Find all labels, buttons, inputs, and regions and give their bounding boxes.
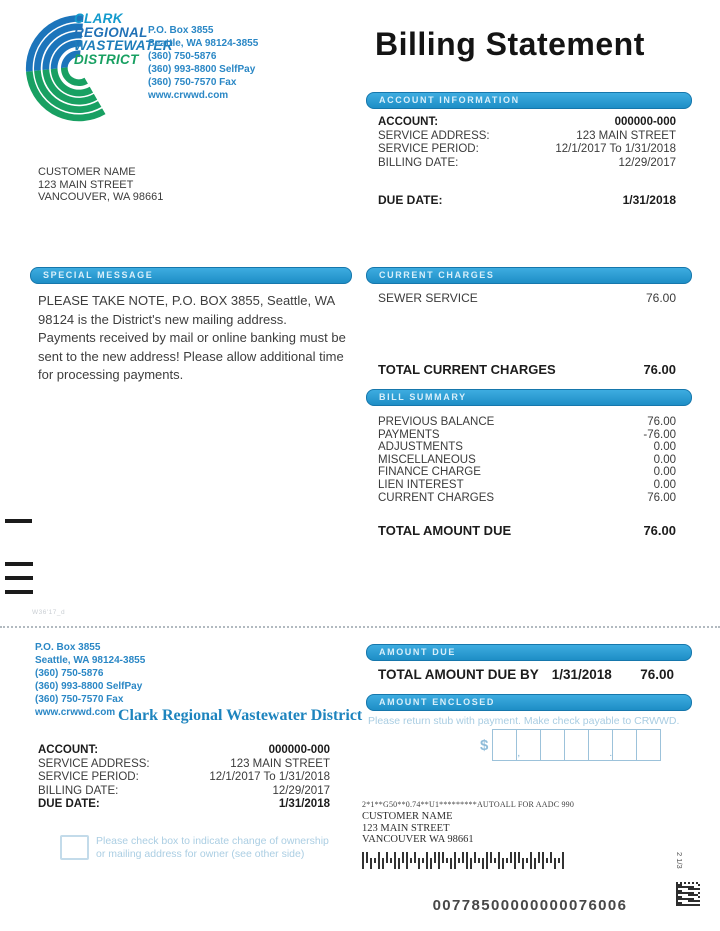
row-label: DUE DATE: [38, 798, 100, 810]
district-address-line: (360) 750-7570 Fax [148, 77, 237, 88]
customer-city: VANCOUVER, WA 98661 [38, 191, 164, 203]
amount-due-label: TOTAL AMOUNT DUE BY [378, 667, 539, 682]
amount-digit-cell[interactable] [517, 729, 541, 761]
bill-summary-header: BILL SUMMARY [366, 389, 692, 406]
row-label: ACCOUNT: [38, 744, 99, 756]
district-full-name: Clark Regional Wastewater District [118, 707, 363, 724]
amount-due-value: 76.00 [640, 667, 674, 682]
page-title: Billing Statement [375, 26, 645, 62]
row-label: PREVIOUS BALANCE [378, 416, 495, 428]
due-date-label: DUE DATE: [378, 193, 443, 207]
row-label: SERVICE PERIOD: [378, 143, 479, 155]
stub-service-period-row [38, 771, 330, 785]
checkbox-instruction-line: Please check box to indicate change of ownership [96, 835, 329, 847]
special-message-body: PLEASE TAKE NOTE, P.O. BOX 3855, Seattle, WA 98124 is the District's new mailing address. Payments received by mail or online banking must be sent to the new address! Please allow additional time for processing payments. [38, 293, 346, 383]
due-date-row [378, 193, 676, 207]
total-amount-due-row [378, 523, 676, 538]
amount-digit-cell[interactable] [637, 729, 661, 761]
row-label: LIEN INTEREST [378, 478, 464, 491]
row-value: 12/1/2017 To 1/31/2018 [209, 771, 330, 783]
account-information-header: ACCOUNT INFORMATION [366, 92, 692, 109]
thousands-comma: , [517, 748, 521, 759]
page-marker: 2 1/3 [675, 852, 684, 869]
stub-account-row [38, 744, 330, 758]
amount-digit-cell[interactable] [565, 729, 589, 761]
district-address-line: Seattle, WA 98124-3855 [148, 38, 259, 49]
row-label: ADJUSTMENTS [378, 441, 463, 454]
change-of-address-checkbox[interactable] [60, 835, 89, 860]
due-date-value: 1/31/2018 [622, 193, 676, 207]
row-value: 0.00 [653, 466, 676, 479]
district-address-line: P.O. Box 3855 [148, 25, 214, 36]
bill-summary-rows [378, 416, 676, 504]
registration-mark [5, 590, 33, 594]
row-value: 0.00 [653, 453, 676, 466]
stub-account-rows [38, 744, 330, 812]
row-value: 76.00 [647, 491, 676, 504]
current-charges-row [378, 492, 676, 505]
wordmark-line: REGIONAL [74, 24, 148, 40]
dollar-sign: $ [480, 736, 489, 754]
row-value: 123 MAIN STREET [576, 129, 676, 142]
district-address-line: (360) 750-5876 [148, 51, 217, 62]
previous-balance-row [378, 416, 676, 429]
amount-enclosed-header: AMOUNT ENCLOSED [366, 694, 692, 711]
stub-due-date-row [38, 798, 330, 812]
district-website: www.crwwd.com [148, 90, 229, 101]
return-stub-instruction: Please return stub with payment. Make check payable to CRWWD. [368, 715, 680, 727]
special-message-header: SPECIAL MESSAGE [30, 267, 352, 284]
account-information-rows [378, 116, 676, 170]
row-value: 0.00 [653, 478, 676, 491]
form-code: W36'17_d [32, 609, 66, 616]
amount-enclosed-entry [480, 729, 661, 761]
stub-address-line: (360) 993-8800 SelfPay [35, 681, 143, 692]
data-matrix-barcode [676, 882, 700, 906]
stub-address-line: (360) 750-7570 Fax [35, 694, 124, 705]
row-value: 12/29/2017 [272, 784, 330, 797]
adjustments-row [378, 441, 676, 454]
customer-name: CUSTOMER NAME [38, 166, 136, 178]
total-due-value: 76.00 [643, 523, 676, 538]
presort-code-line: 2*1**G50**0.74**U1*********AUTOALL FOR AADC 990 [362, 800, 575, 809]
mailing-street: 123 MAIN STREET [362, 822, 450, 834]
amount-digit-cell[interactable] [613, 729, 637, 761]
stub-website: www.crwwd.com [35, 707, 116, 718]
charge-label: SEWER SERVICE [378, 291, 478, 305]
intelligent-mail-barcode [362, 852, 570, 870]
total-current-charges-row [378, 362, 676, 377]
total-amount-due-by-row [378, 667, 674, 682]
row-label: BILLING DATE: [378, 156, 459, 169]
checkbox-instructions [96, 835, 329, 861]
row-value: 123 MAIN STREET [230, 757, 330, 770]
total-charges-value: 76.00 [643, 362, 676, 377]
registration-mark [5, 519, 32, 523]
mailing-city: VANCOUVER WA 98661 [362, 834, 474, 845]
amount-due-date: 1/31/2018 [551, 667, 612, 682]
row-label: SERVICE ADDRESS: [378, 129, 490, 142]
amount-digit-cell[interactable] [541, 729, 565, 761]
service-address-row [378, 130, 676, 144]
registration-mark [5, 562, 33, 566]
row-value: 12/29/2017 [618, 156, 676, 169]
service-period-row [378, 143, 676, 157]
payments-row [378, 429, 676, 442]
row-label: MISCELLANEOUS [378, 453, 476, 466]
amount-digit-cell[interactable] [492, 729, 517, 761]
decimal-point: . [609, 748, 613, 759]
row-value: -76.00 [643, 428, 676, 441]
stub-service-address-row [38, 758, 330, 772]
amount-due-header: AMOUNT DUE [366, 644, 692, 661]
row-value: 1/31/2018 [278, 798, 330, 810]
checkbox-instruction-line: or mailing address for owner (see other side) [96, 848, 305, 860]
total-charges-label: TOTAL CURRENT CHARGES [378, 362, 556, 377]
account-number: 000000-000 [614, 116, 676, 128]
mailing-name: CUSTOMER NAME [362, 811, 453, 822]
row-label: SERVICE ADDRESS: [38, 757, 150, 770]
wordmark-line: DISTRICT [74, 51, 139, 67]
row-label: BILLING DATE: [38, 784, 119, 797]
stub-address-line: P.O. Box 3855 [35, 642, 101, 653]
row-value: 76.00 [647, 416, 676, 428]
account-label: ACCOUNT: [378, 116, 439, 128]
miscellaneous-row [378, 454, 676, 467]
lien-interest-row [378, 479, 676, 492]
customer-street: 123 MAIN STREET [38, 178, 134, 191]
stub-address-line: Seattle, WA 98124-3855 [35, 655, 146, 666]
perforation-line [0, 626, 720, 628]
registration-mark [5, 576, 33, 580]
finance-charge-row [378, 466, 676, 479]
wordmark-line: CLARK [74, 11, 123, 26]
amount-cells [492, 729, 661, 761]
account-row [378, 116, 676, 130]
mailing-address-block [362, 811, 474, 846]
row-label: CURRENT CHARGES [378, 491, 495, 504]
row-label: PAYMENTS [378, 428, 440, 441]
scan-line-number: 00778500000000076006 [432, 897, 628, 914]
district-address-block [148, 24, 258, 102]
current-charges-header: CURRENT CHARGES [366, 267, 692, 284]
total-due-label: TOTAL AMOUNT DUE [378, 523, 512, 538]
billing-date-row [378, 157, 676, 171]
sewer-service-row [378, 291, 676, 305]
row-value: 000000-000 [268, 744, 330, 756]
stub-billing-date-row [38, 785, 330, 799]
wordmark-line: WASTEWATER [74, 38, 173, 53]
customer-address-block [38, 166, 163, 204]
district-address-line: (360) 993-8800 SelfPay [148, 64, 256, 75]
stub-address-line: (360) 750-5876 [35, 668, 104, 679]
row-label: SERVICE PERIOD: [38, 771, 139, 783]
row-label: FINANCE CHARGE [378, 466, 481, 479]
row-value: 0.00 [653, 441, 676, 454]
charge-value: 76.00 [645, 291, 676, 305]
row-value: 12/1/2017 To 1/31/2018 [555, 143, 676, 155]
